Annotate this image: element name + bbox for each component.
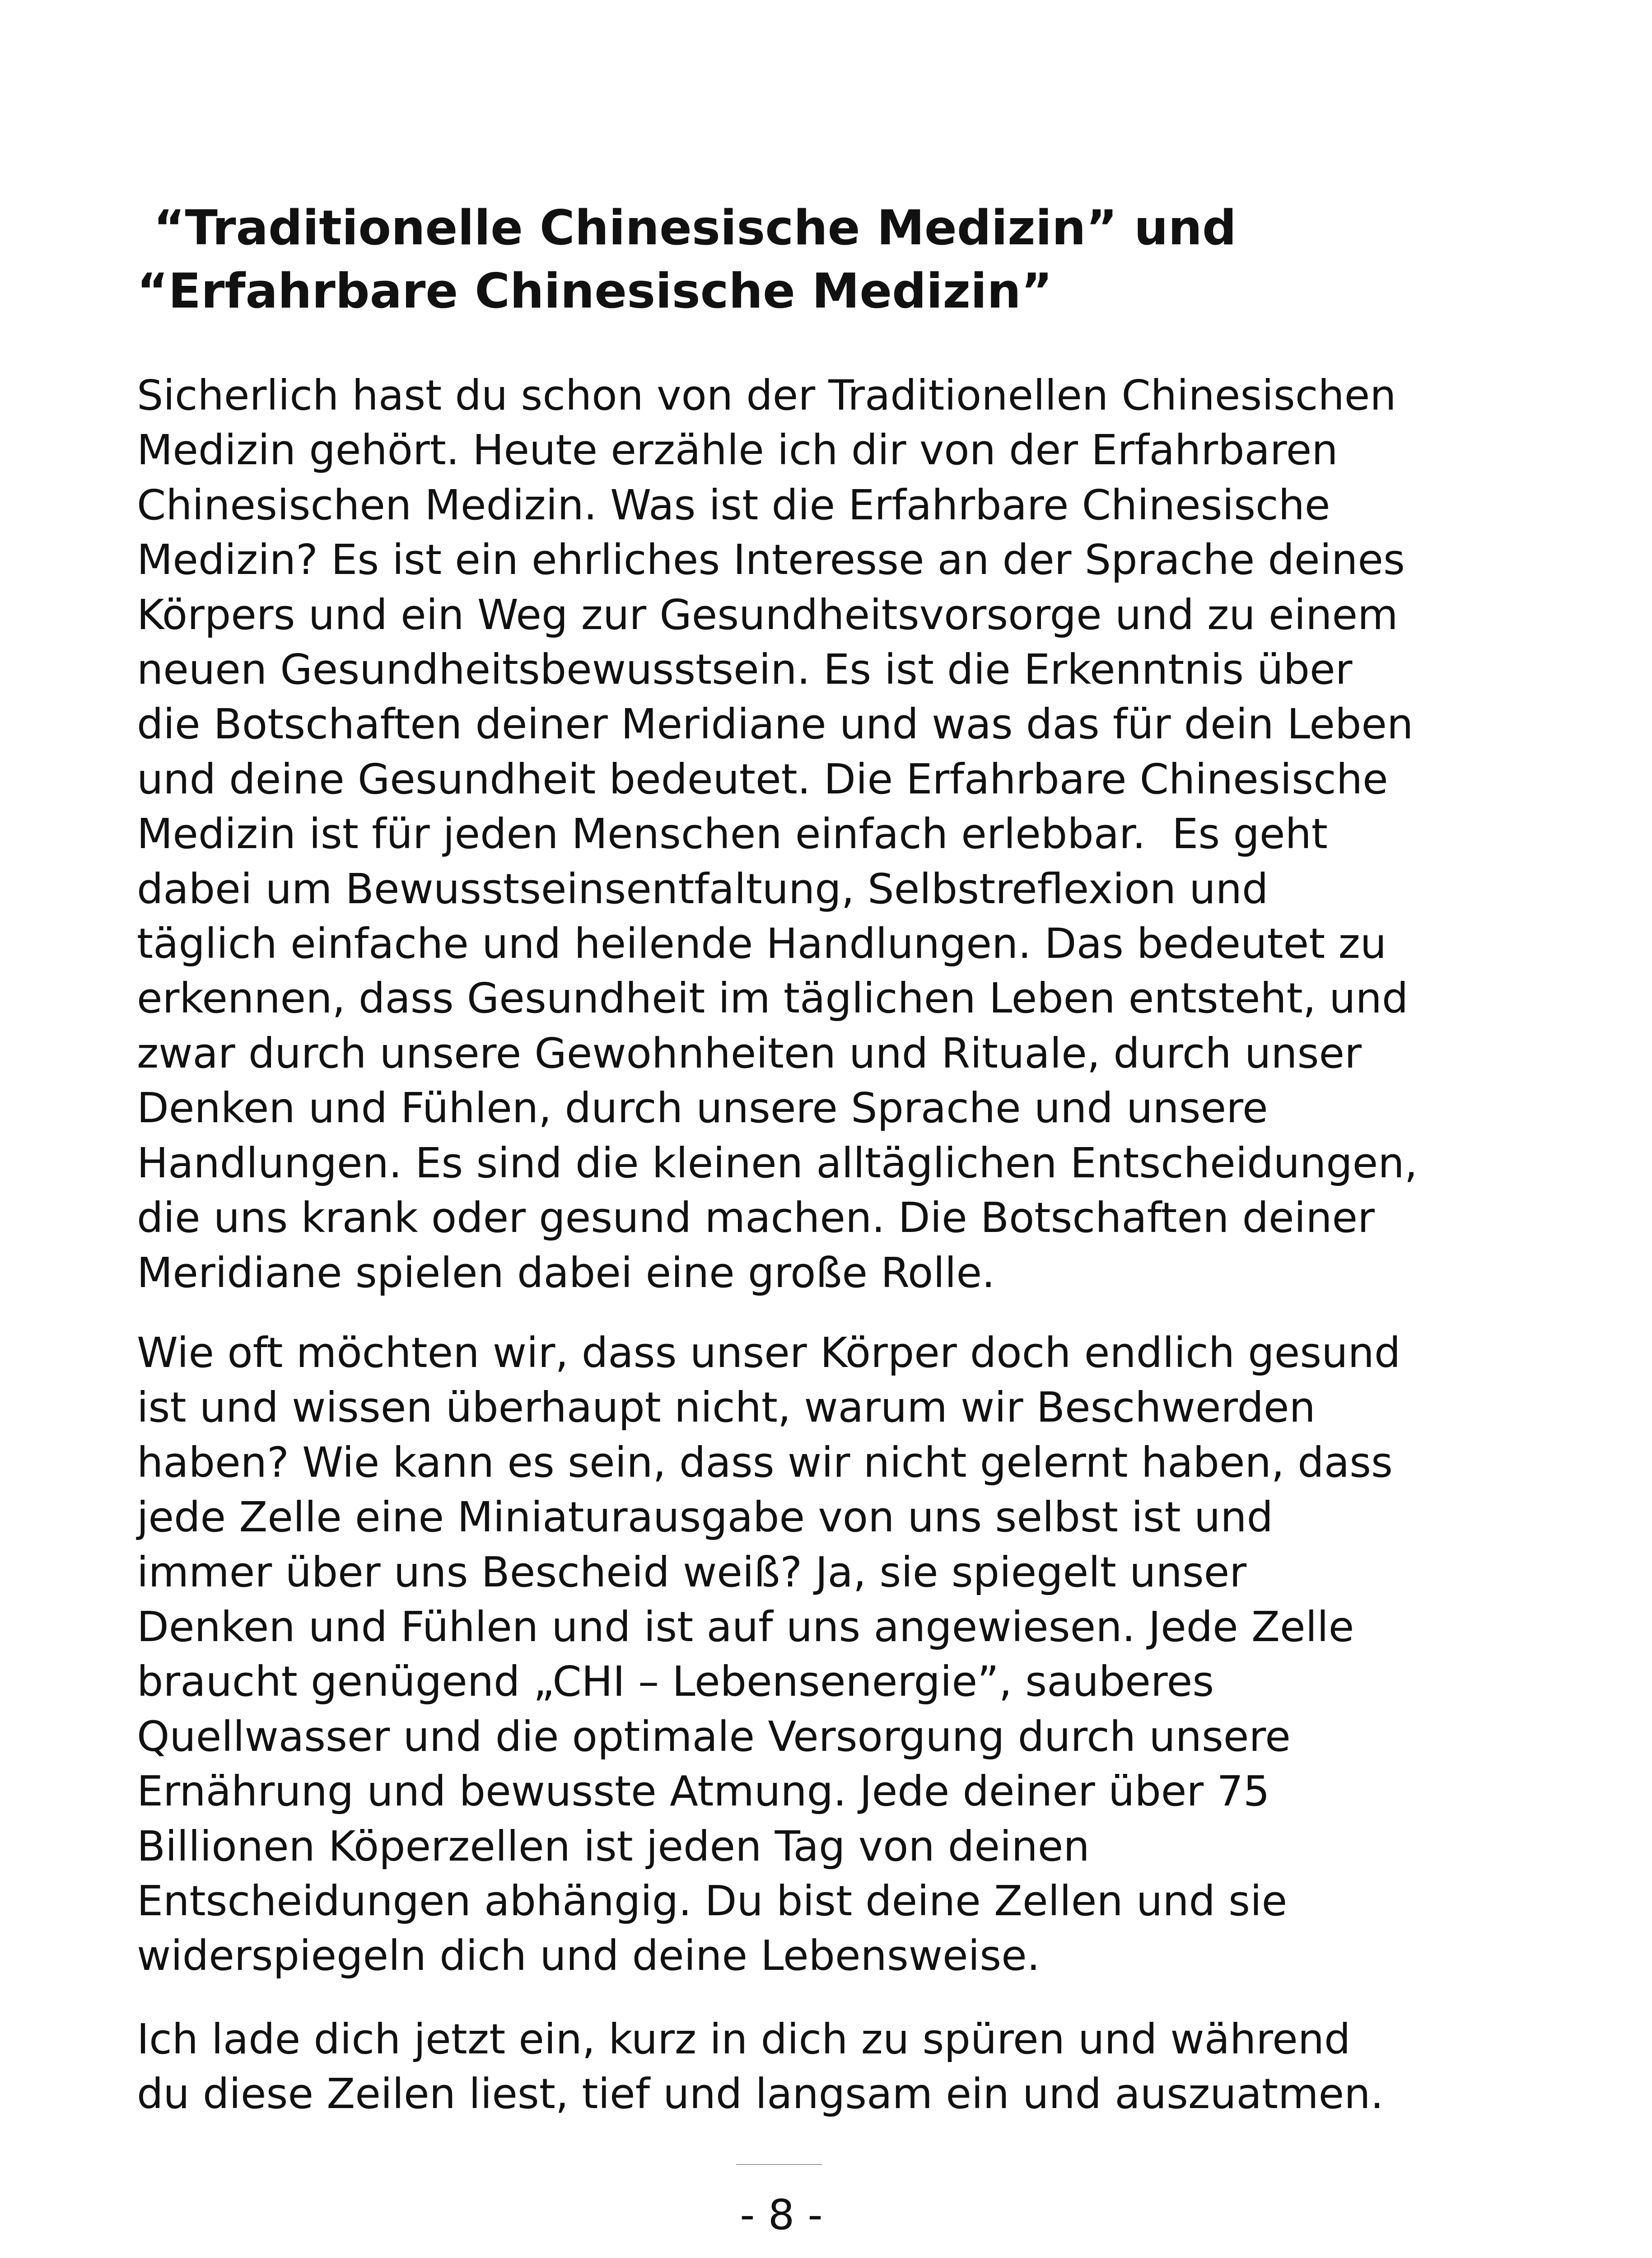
text-line: Handlungen. Es sind die kleinen alltäglichen Entscheidungen, [137, 1138, 1418, 1187]
text-line: Medizin ist für jeden Menschen einfach erlebbar. Es geht [137, 810, 1328, 858]
text-line: Entscheidungen abhängig. Du bist deine Zellen und sie [137, 1877, 1288, 1926]
text-line: Denken und Fühlen, durch unsere Sprache und unsere [137, 1084, 1268, 1133]
text-line: und deine Gesundheit bedeutet. Die Erfahrbare Chinesische [137, 755, 1388, 803]
text-line: Sicherlich hast du schon von der Traditionellen Chinesischen [137, 371, 1396, 420]
text-line: immer über uns Bescheid weiß? Ja, sie spiegelt unser [137, 1548, 1247, 1596]
text-line: Ernährung und bewusste Atmung. Jede deiner über 75 [137, 1767, 1270, 1816]
text-line: Ich lade dich jetzt ein, kurz in dich zu spüren und während [137, 2015, 1351, 2063]
title-line: “Erfahrbare Chinesische Medizin” [137, 263, 1053, 319]
text-line: Wie oft möchten wir, dass unser Körper doch endlich gesund [137, 1329, 1401, 1377]
text-line: haben? Wie kann es sein, dass wir nicht gelernt haben, dass [137, 1438, 1393, 1487]
footer-divider [736, 2164, 822, 2165]
text-line: Quellwasser und die optimale Versorgung durch unsere [137, 1712, 1291, 1761]
text-line: Billionen Köperzellen ist jeden Tag von deinen [137, 1822, 1090, 1871]
text-line: zwar durch unsere Gewohnheiten und Rituale, durch unser [137, 1029, 1362, 1078]
text-line: erkennen, dass Gesundheit im täglichen Leben entsteht, und [137, 974, 1409, 1023]
text-line: Medizin gehört. Heute erzähle ich dir von der Erfahrbaren [137, 426, 1338, 475]
body-paragraph [137, 368, 1537, 1300]
text-line: täglich einfache und heilende Handlungen. Das bedeutet zu [137, 919, 1387, 968]
text-line: dabei um Bewusstseinsentfaltung, Selbstreflexion und [137, 864, 1269, 913]
text-line: Denken und Fühlen und ist auf uns angewiesen. Jede Zelle [137, 1603, 1354, 1652]
text-line: Körpers und ein Weg zur Gesundheitsvorsorge und zu einem [137, 590, 1398, 639]
text-line: ist und wissen überhaupt nicht, warum wir Beschwerden [137, 1383, 1316, 1432]
page-title [137, 196, 1537, 323]
text-line: du diese Zeilen liest, tief und langsam ein und auszuatmen. [137, 2070, 1384, 2118]
text-line: die uns krank oder gesund machen. Die Botschaften deiner [137, 1194, 1375, 1242]
text-line: die Botschaften deiner Meridiane und was das für dein Leben [137, 700, 1414, 749]
text-line: Meridiane spielen dabei eine große Rolle. [137, 1248, 995, 1297]
body-paragraph [137, 2012, 1537, 2122]
title-line: “Traditionelle Chinesische Medizin” und [137, 200, 1237, 256]
text-line: widerspiegeln dich und deine Lebensweise. [137, 1931, 1040, 1980]
text-line: Chinesischen Medizin. Was ist die Erfahrbare Chinesische [137, 481, 1330, 529]
page-number: - 8 - [740, 2191, 823, 2239]
text-line: neuen Gesundheitsbewusstsein. Es ist die Erkenntnis über [137, 645, 1353, 694]
text-line: braucht genügend „CHI – Lebensenergie”, sauberes [137, 1657, 1214, 1706]
text-line: jede Zelle eine Miniaturausgabe von uns selbst ist und [137, 1493, 1273, 1542]
body-paragraph [137, 1325, 1537, 1983]
text-line: Medizin? Es ist ein ehrliches Interesse an der Sprache deines [137, 536, 1405, 584]
